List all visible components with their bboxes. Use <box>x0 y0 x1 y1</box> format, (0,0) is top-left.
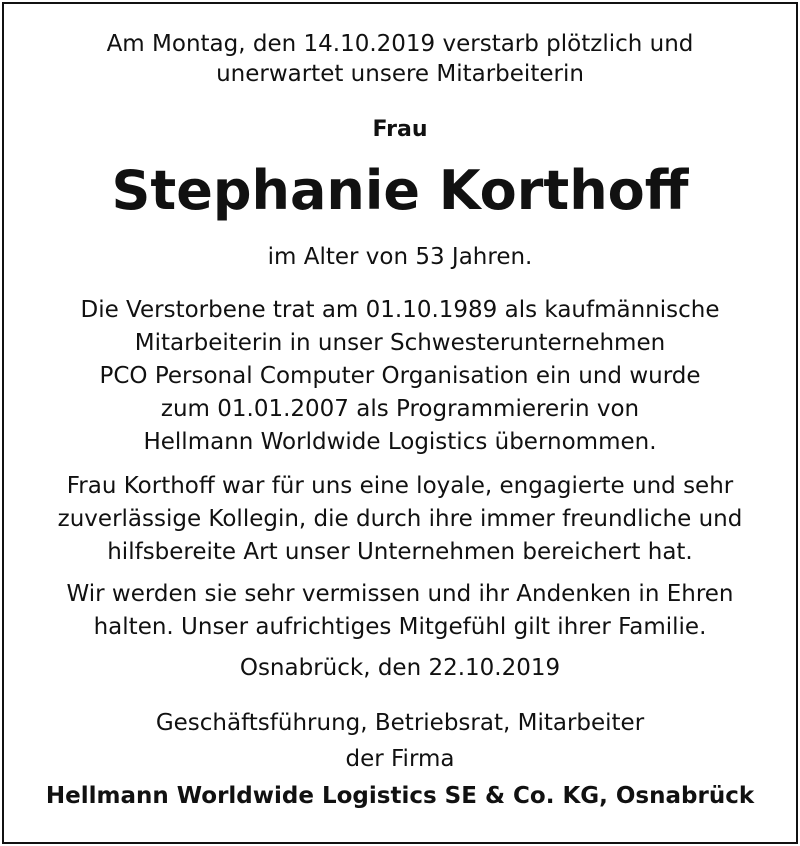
signature-line-2: der Firma <box>345 746 455 772</box>
paragraph-1-line-3: PCO Personal Computer Organisation ein und wurde <box>99 363 701 389</box>
company-name: Hellmann Worldwide Logistics SE & Co. KG, Osnabrück <box>45 783 755 809</box>
paragraph-3-line-1: Wir werden sie sehr vermissen und ihr Andenken in Ehren <box>66 581 734 607</box>
age-line: im Alter von 53 Jahren. <box>267 244 533 270</box>
paragraph-1-line-1: Die Verstorbene trat am 01.10.1989 als kaufmännische <box>80 297 720 323</box>
intro-line-1: Am Montag, den 14.10.2019 verstarb plötzlich und <box>106 31 694 57</box>
paragraph-1-line-4: zum 01.01.2007 als Programmiererin von <box>160 396 640 422</box>
paragraph-2-line-1: Frau Korthoff war für uns eine loyale, engagierte und sehr <box>66 473 734 499</box>
place-date: Osnabrück, den 22.10.2019 <box>239 655 561 681</box>
paragraph-1-line-2: Mitarbeiterin in unser Schwesterunternehmen <box>134 330 666 356</box>
paragraph-2-line-3: hilfsbereite Art unser Unternehmen bereichert hat. <box>107 539 693 565</box>
paragraph-3-line-2: halten. Unser aufrichtiges Mitgefühl gilt ihrer Familie. <box>93 614 707 640</box>
signature-line-1: Geschäftsführung, Betriebsrat, Mitarbeiter <box>155 710 645 736</box>
deceased-name: Stephanie Korthoff <box>111 159 689 222</box>
intro-line-2: unerwartet unsere Mitarbeiterin <box>216 61 584 87</box>
paragraph-2-line-2: zuverlässige Kollegin, die durch ihre immer freundliche und <box>57 506 743 532</box>
paragraph-1-line-5: Hellmann Worldwide Logistics übernommen. <box>143 429 657 455</box>
salutation: Frau <box>372 117 428 142</box>
